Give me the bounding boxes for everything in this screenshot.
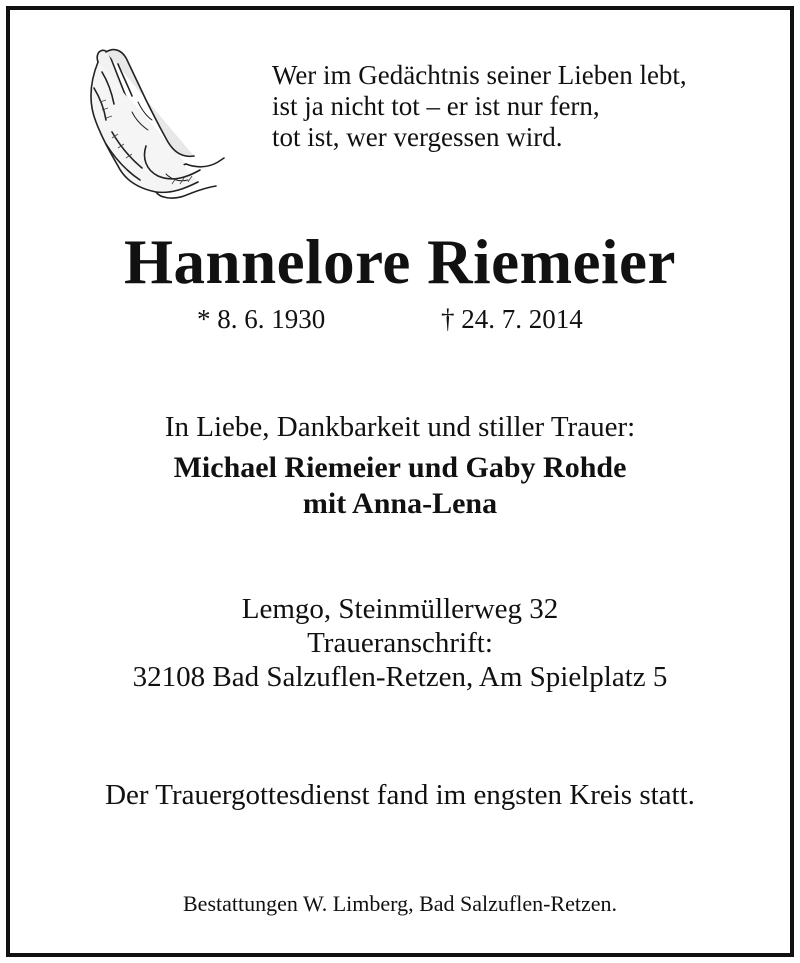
birth-date: * 8. 6. 1930 (197, 304, 326, 334)
undertaker-credit: Bestattungen W. Limberg, Bad Salzuflen-Retzen. (183, 891, 617, 916)
address-block (0, 592, 800, 694)
address-line: Traueranschrift: (307, 627, 493, 659)
service-note: Der Trauergottesdienst fand im engsten Kreis statt. (105, 779, 695, 811)
mourners-line: Michael Riemeier und Gaby Rohde (173, 451, 627, 484)
quote-line: tot ist, wer vergessen wird. (272, 122, 563, 152)
mourners-intro: In Liebe, Dankbarkeit und stiller Trauer: (164, 411, 636, 443)
praying-hands-icon (76, 42, 226, 202)
memorial-quote (272, 60, 687, 153)
mourners-line: mit Anna-Lena (302, 487, 498, 520)
deceased-name: Hannelore Riemeier (124, 227, 676, 297)
mourners-names (0, 450, 800, 522)
quote-line: Wer im Gedächtnis seiner Lieben lebt, (272, 60, 687, 90)
death-date: † 24. 7. 2014 (441, 304, 583, 334)
address-line: 32108 Bad Salzuflen-Retzen, Am Spielplatz 5 (132, 661, 668, 693)
address-line: Lemgo, Steinmüllerweg 32 (241, 593, 559, 625)
quote-line: ist ja nicht tot – er ist nur fern, (272, 91, 600, 121)
